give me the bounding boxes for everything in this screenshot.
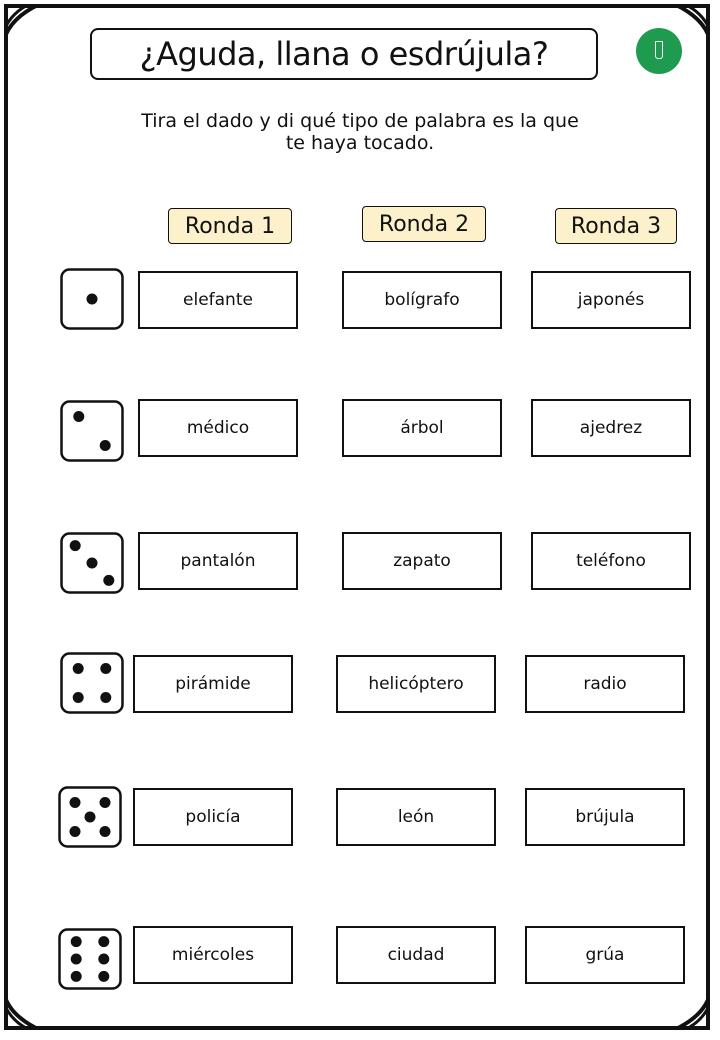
corner-ornament-bottom-right xyxy=(670,990,710,1030)
die-2-icon xyxy=(60,400,124,462)
word-card: teléfono xyxy=(531,532,691,590)
die-pip xyxy=(71,936,82,947)
die-1-icon xyxy=(60,268,124,330)
die-pip xyxy=(71,954,82,965)
die-face xyxy=(62,402,123,461)
word-card: miércoles xyxy=(133,926,293,984)
word-card: grúa xyxy=(525,926,685,984)
die-pip xyxy=(100,826,111,837)
die-pip xyxy=(98,971,109,982)
die-pip xyxy=(100,797,111,808)
instructions-line-2: te haya tocado. xyxy=(285,132,435,154)
round-3-label: Ronda 3 xyxy=(555,208,677,244)
die-pip xyxy=(98,936,109,947)
die-face xyxy=(60,930,121,989)
corner-ornament-top-left xyxy=(4,4,44,44)
die-4-icon xyxy=(60,652,124,714)
instructions-line-1: Tira el dado y di qué tipo de palabra es la que xyxy=(141,110,579,132)
page-title-text: ¿Aguda, llana o esdrújula? xyxy=(139,35,549,73)
round-2-label: Ronda 2 xyxy=(362,206,486,242)
die-pip xyxy=(70,540,81,551)
die-pip xyxy=(100,692,111,703)
die-pip xyxy=(70,797,81,808)
die-5-icon xyxy=(58,786,122,848)
die-face xyxy=(62,654,123,713)
word-card: ciudad xyxy=(336,926,496,984)
page-frame xyxy=(4,4,710,1030)
die-pip xyxy=(73,692,84,703)
word-card: zapato xyxy=(342,532,502,590)
word-card: elefante xyxy=(138,271,298,329)
word-card: león xyxy=(336,788,496,846)
die-pip xyxy=(85,812,96,823)
die-pip xyxy=(73,663,84,674)
pencil-icon xyxy=(655,41,663,59)
die-pip xyxy=(100,440,111,451)
round-1-label: Ronda 1 xyxy=(168,208,292,244)
word-card: ajedrez xyxy=(531,399,691,457)
word-card: policía xyxy=(133,788,293,846)
die-6-icon xyxy=(58,928,122,990)
page-title xyxy=(90,28,598,80)
word-card: árbol xyxy=(342,399,502,457)
die-3-icon xyxy=(60,532,124,594)
instructions xyxy=(100,110,620,154)
word-card: radio xyxy=(525,655,685,713)
die-pip xyxy=(87,294,98,305)
die-pip xyxy=(103,575,114,586)
word-card: brújula xyxy=(525,788,685,846)
word-card: bolígrafo xyxy=(342,271,502,329)
word-card: helicóptero xyxy=(336,655,496,713)
corner-ornament-bottom-left xyxy=(4,990,44,1030)
word-card: japonés xyxy=(531,271,691,329)
logo xyxy=(636,28,682,74)
word-card: pirámide xyxy=(133,655,293,713)
word-card: médico xyxy=(138,399,298,457)
die-pip xyxy=(87,558,98,569)
die-pip xyxy=(73,411,84,422)
die-pip xyxy=(70,826,81,837)
word-card: pantalón xyxy=(138,532,298,590)
die-pip xyxy=(71,971,82,982)
die-pip xyxy=(100,663,111,674)
die-pip xyxy=(98,954,109,965)
